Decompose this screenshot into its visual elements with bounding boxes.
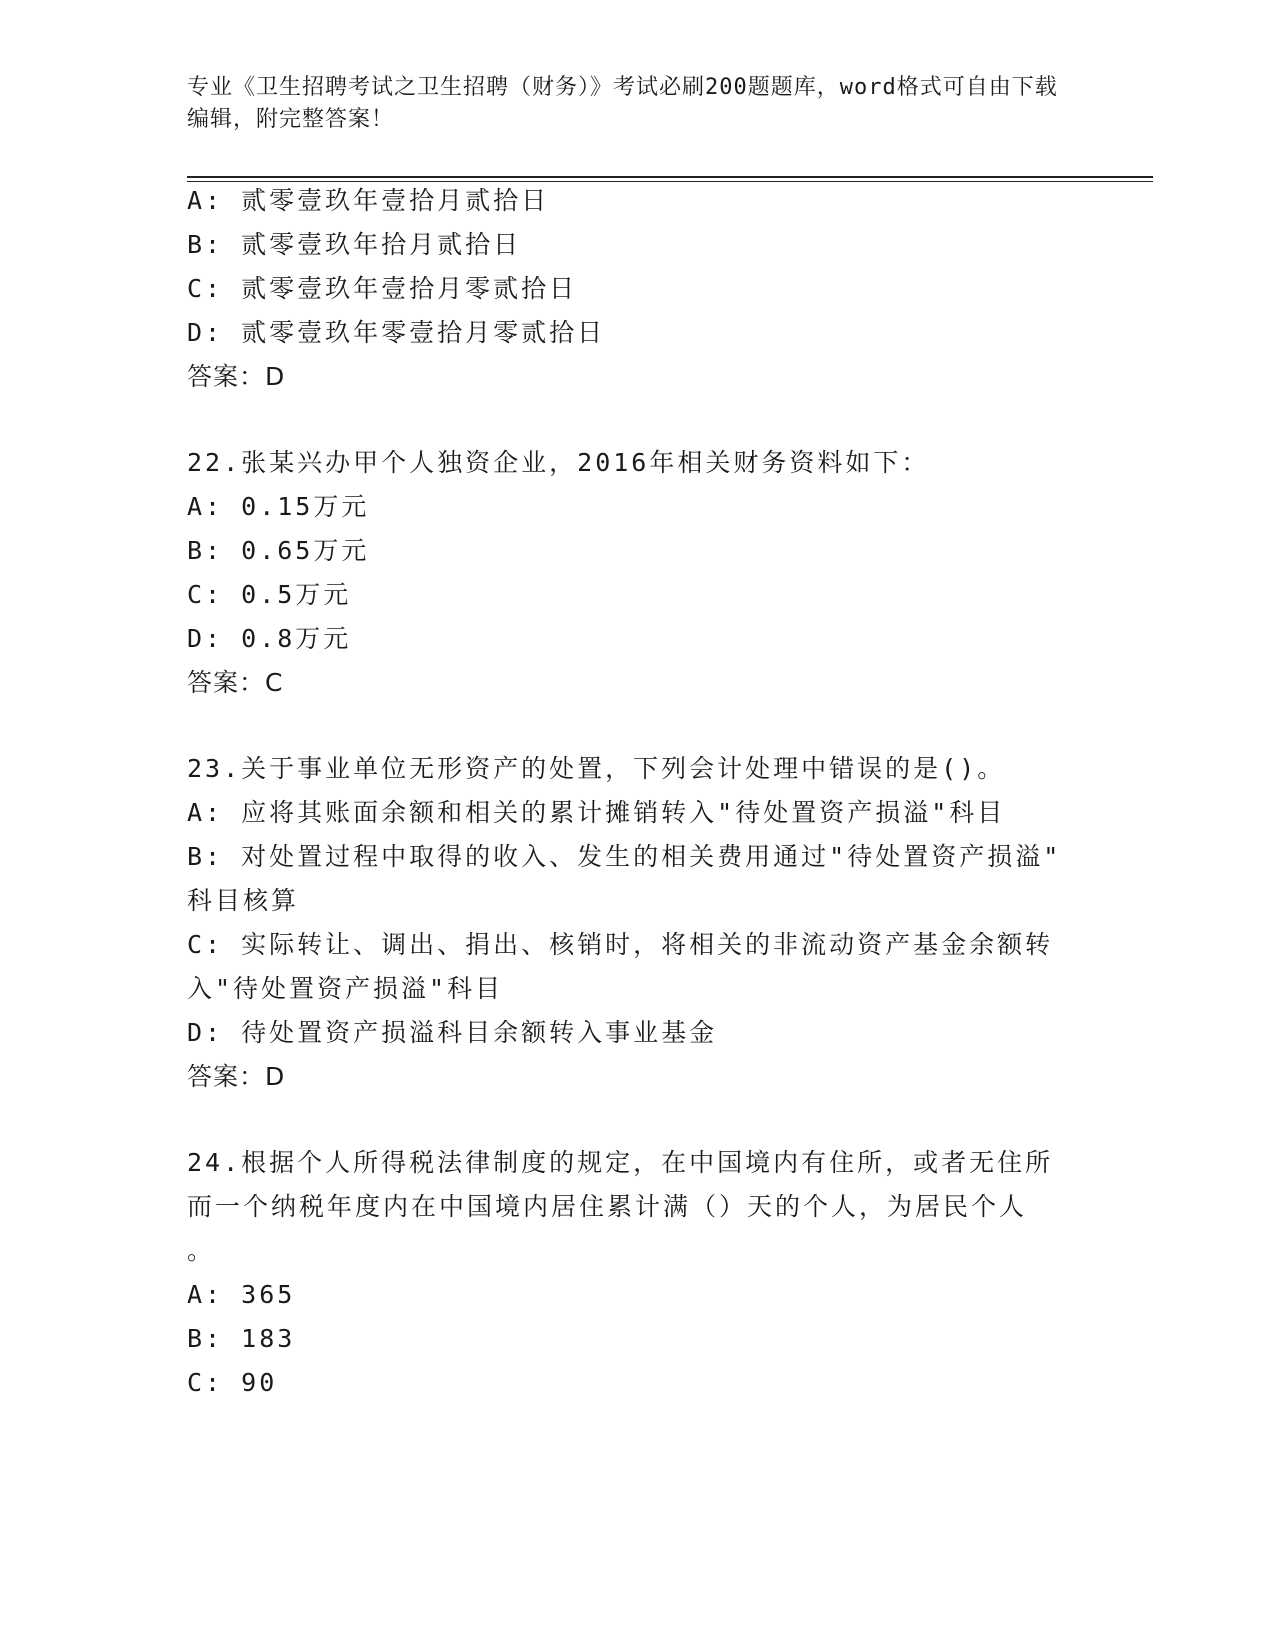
header-divider-thick [187,176,1153,178]
q22-option-b: B: 0.65万元 [187,536,370,565]
q24-option-a: A: 365 [187,1280,296,1309]
q23-option-a: A: 应将其账面余额和相关的累计摊销转入"待处置资产损溢"科目 [187,798,1006,827]
q23-answer: 答案：D [187,1062,286,1091]
q24-question-line1: 24.根据个人所得税法律制度的规定，在中国境内有住所，或者无住所 [187,1148,1054,1177]
q23-option-c-line1: C: 实际转让、调出、捐出、核销时，将相关的非流动资产基金余额转 [187,930,1054,959]
q23-option-b-line1: B: 对处置过程中取得的收入、发生的相关费用通过"待处置资产损溢" [187,842,1062,871]
q22-option-c: C: 0.5万元 [187,580,352,609]
q23-option-b-line2: 科目核算 [187,886,300,915]
header-divider-thin [187,181,1153,182]
q21-option-b: B: 贰零壹玖年拾月贰拾日 [187,230,522,259]
q21-answer: 答案：D [187,362,286,391]
q22-answer: 答案：C [187,668,284,697]
q23-option-d: D: 待处置资产损溢科目余额转入事业基金 [187,1018,718,1047]
q21-option-a: A: 贰零壹玖年壹拾月贰拾日 [187,186,550,215]
q21-option-d: D: 贰零壹玖年零壹拾月零贰拾日 [187,318,606,347]
q21-option-c: C: 贰零壹玖年壹拾月零贰拾日 [187,274,578,303]
document-header: 专业《卫生招聘考试之卫生招聘（财务）》考试必刷200题题库，word格式可自由下载编辑，附完整答案！ [187,75,1058,132]
q22-option-d: D: 0.8万元 [187,624,352,653]
q24-question-line3: 。 [187,1236,216,1265]
q22-option-a: A: 0.15万元 [187,492,370,521]
q22-question: 22.张某兴办甲个人独资企业，2016年相关财务资料如下： [187,448,930,477]
q24-question-line2: 而一个纳税年度内在中国境内居住累计满（）天的个人，为居民个人 [187,1192,1028,1221]
q24-option-b: B: 183 [187,1324,296,1353]
q24-option-c: C: 90 [187,1368,278,1397]
q23-question: 23.关于事业单位无形资产的处置，下列会计处理中错误的是()。 [187,754,1006,783]
q23-option-c-line2: 入"待处置资产损溢"科目 [187,974,504,1003]
